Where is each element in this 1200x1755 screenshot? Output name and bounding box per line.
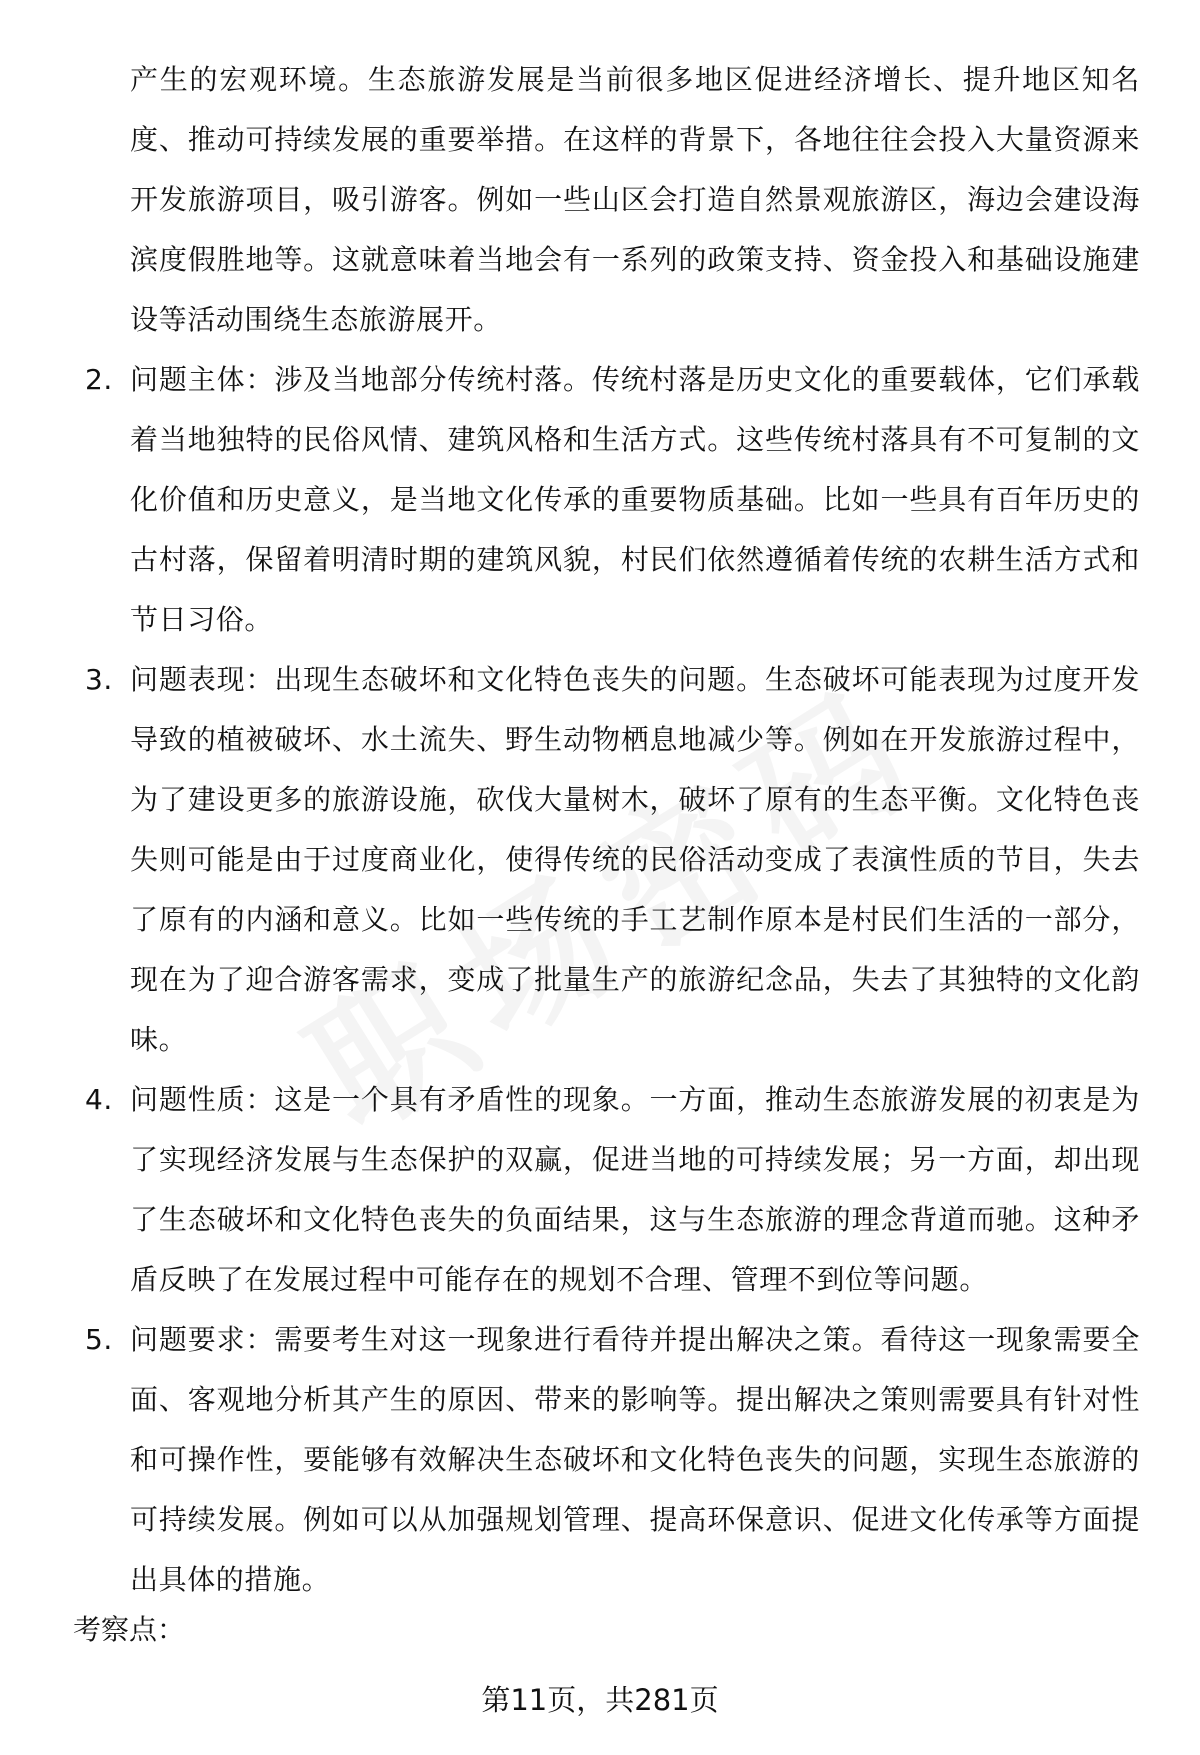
- list-item-text: 问题表现：出现生态破坏和文化特色丧失的问题。生态破坏可能表现为过度开发导致的植被破坏、水土流失、野生动物栖息地减少等。例如在开发旅游过程中，为了建设更多的旅游设施，砍伐大量树木，破坏了原有的生态平衡。文化特色丧失则可能是由于过度商业化，使得传统的民俗活动变成了表演性质的节目，失去了原有的内涵和意义。比如一些传统的手工艺制作原本是村民们生活的一部分，现在为了迎合游客需求，变成了批量生产的旅游纪念品，失去了其独特的文化韵味。: [130, 663, 1140, 1056]
- list-item-text: 问题要求：需要考生对这一现象进行看待并提出解决之策。看待这一现象需要全面、客观地分析其产生的原因、带来的影响等。提出解决之策则需要具有针对性和可操作性，要能够有效解决生态破坏和文化特色丧失的问题，实现生态旅游的可持续发展。例如可以从加强规划管理、提高环保意识、促进文化传承等方面提出具体的措施。: [130, 1323, 1140, 1596]
- section-label: 考察点：: [73, 1613, 186, 1646]
- list-item-text: 问题主体：涉及当地部分传统村落。传统村落是历史文化的重要载体，它们承载着当地独特的民俗风情、建筑风格和生活方式。这些传统村落具有不可复制的文化价值和历史意义，是当地文化传承的重要物质基础。比如一些具有百年历史的古村落，保留着明清时期的建筑风貌，村民们依然遵循着传统的农耕生活方式和节日习俗。: [130, 363, 1140, 636]
- list-item: [80, 1310, 1140, 1610]
- list-item-number: 3.: [85, 663, 113, 696]
- list-item: [80, 650, 1140, 1070]
- list-item-number: 4.: [85, 1083, 113, 1116]
- list-item: [80, 1070, 1140, 1310]
- document-body: [80, 50, 1140, 1610]
- page-number-footer: 第11页，共281页: [481, 1683, 719, 1717]
- list-item-number: 2.: [85, 363, 113, 396]
- list-item-number: 5.: [85, 1323, 113, 1356]
- list-item: [80, 350, 1140, 650]
- list-item-text: 问题性质：这是一个具有矛盾性的现象。一方面，推动生态旅游发展的初衷是为了实现经济发展与生态保护的双赢，促进当地的可持续发展；另一方面，却出现了生态破坏和文化特色丧失的负面结果，这与生态旅游的理念背道而驰。这种矛盾反映了在发展过程中可能存在的规划不合理、管理不到位等问题。: [130, 1083, 1140, 1296]
- intro-paragraph: 产生的宏观环境。生态旅游发展是当前很多地区促进经济增长、提升地区知名度、推动可持续发展的重要举措。在这样的背景下，各地往往会投入大量资源来开发旅游项目，吸引游客。例如一些山区会打造自然景观旅游区，海边会建设海滨度假胜地等。这就意味着当地会有一系列的政策支持、资金投入和基础设施建设等活动围绕生态旅游展开。: [130, 63, 1140, 336]
